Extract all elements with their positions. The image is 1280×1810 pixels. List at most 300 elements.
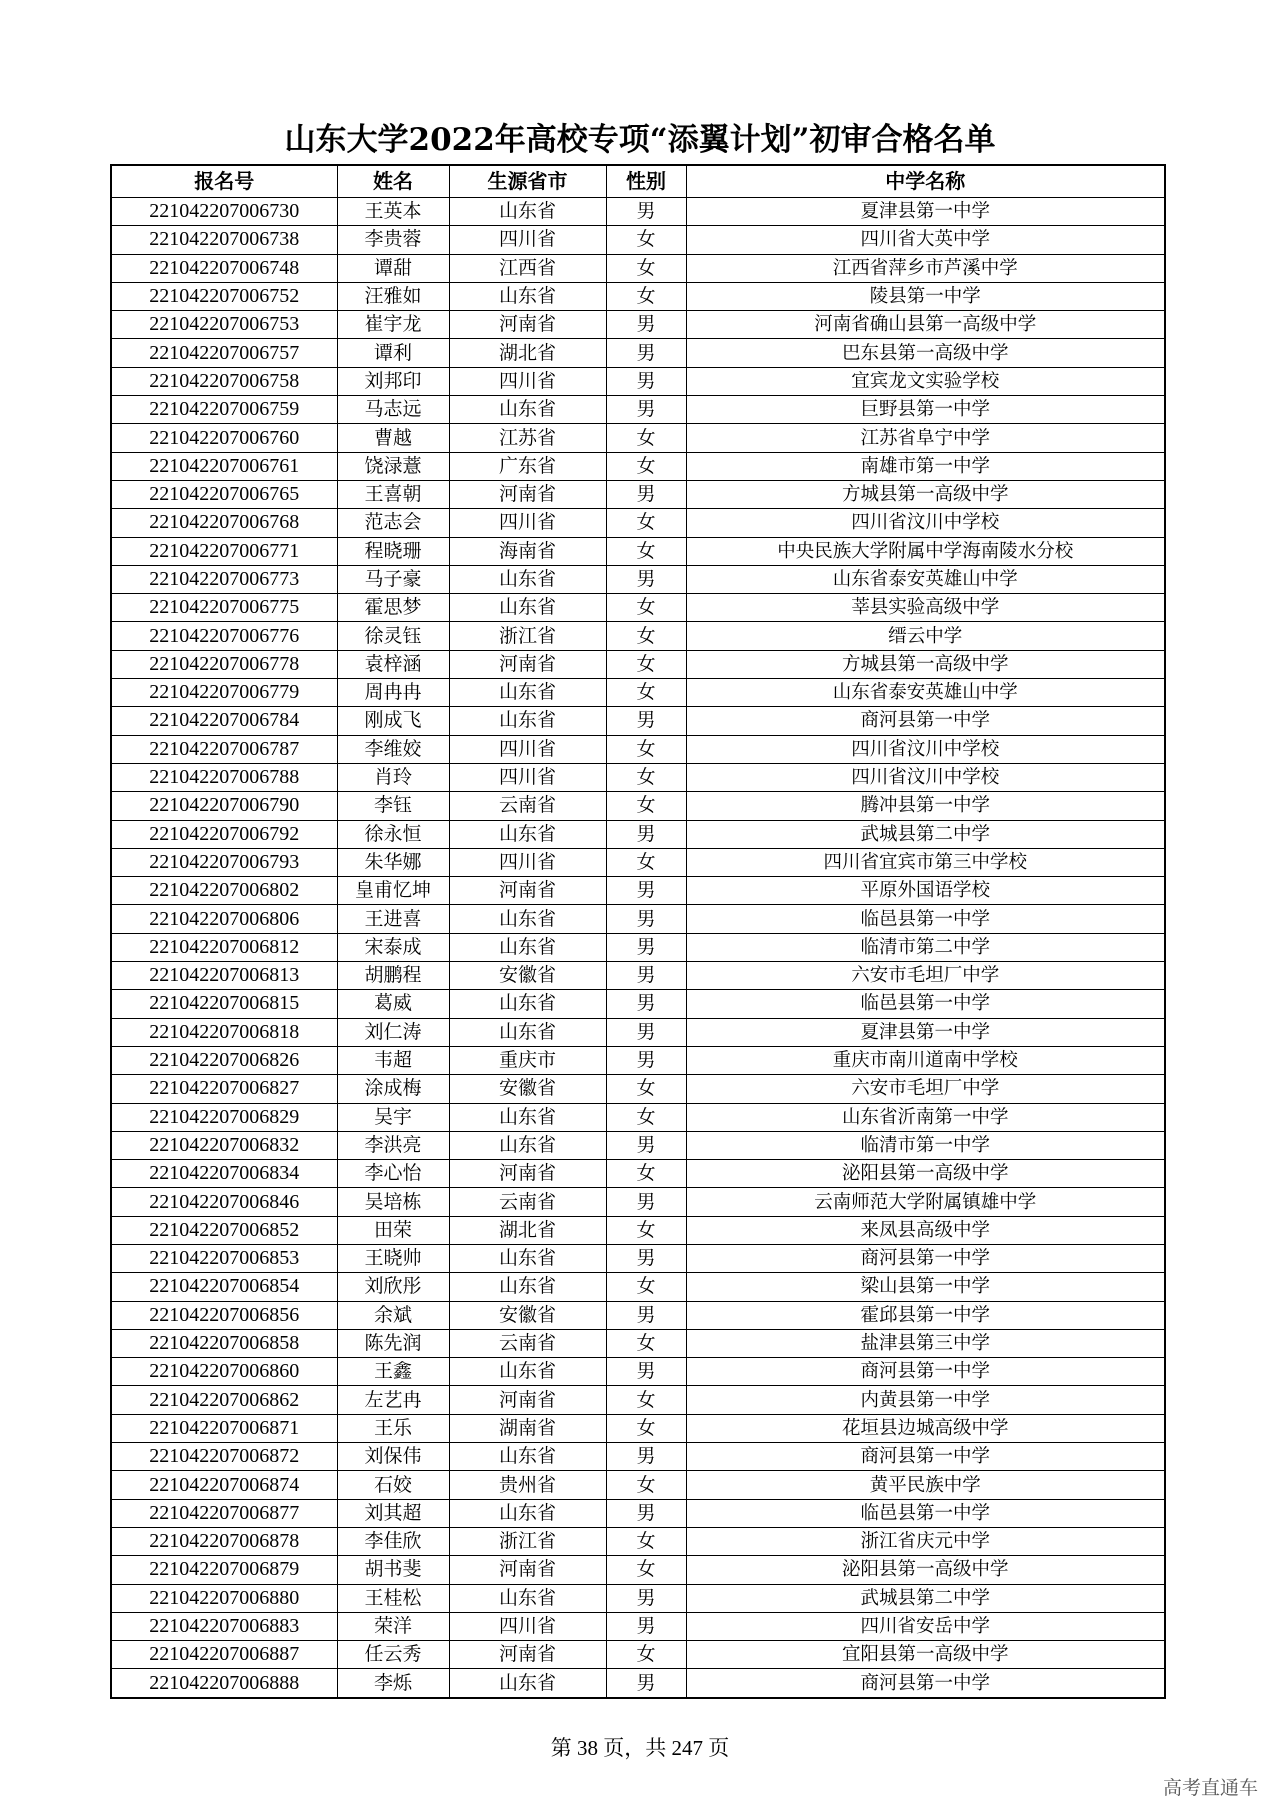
school-cell: 四川省汶川中学校 bbox=[686, 763, 1165, 791]
gender-cell: 男 bbox=[606, 1669, 686, 1698]
name-cell: 谭甜 bbox=[337, 254, 449, 282]
registration-number-cell: 221042207006887 bbox=[111, 1641, 337, 1669]
table-row bbox=[111, 367, 1165, 395]
province-cell: 山东省 bbox=[449, 1273, 606, 1301]
school-cell: 山东省泰安英雄山中学 bbox=[686, 565, 1165, 593]
name-cell: 徐灵钰 bbox=[337, 622, 449, 650]
gender-cell: 男 bbox=[606, 1188, 686, 1216]
table-row bbox=[111, 905, 1165, 933]
header-row bbox=[111, 165, 1165, 198]
registration-number-cell: 221042207006792 bbox=[111, 820, 337, 848]
name-cell: 王晓帅 bbox=[337, 1244, 449, 1272]
school-cell: 云南师范大学附属镇雄中学 bbox=[686, 1188, 1165, 1216]
header-school: 中学名称 bbox=[686, 165, 1165, 198]
school-cell: 平原外国语学校 bbox=[686, 877, 1165, 905]
registration-number-cell: 221042207006806 bbox=[111, 905, 337, 933]
table-row bbox=[111, 1584, 1165, 1612]
table-row bbox=[111, 424, 1165, 452]
province-cell: 河南省 bbox=[449, 1160, 606, 1188]
table-row bbox=[111, 452, 1165, 480]
school-cell: 临邑县第一中学 bbox=[686, 1499, 1165, 1527]
table-row bbox=[111, 1103, 1165, 1131]
gender-cell: 女 bbox=[606, 1414, 686, 1442]
table-row bbox=[111, 1216, 1165, 1244]
registration-number-cell: 221042207006827 bbox=[111, 1075, 337, 1103]
table-row bbox=[111, 1556, 1165, 1584]
gender-cell: 女 bbox=[606, 424, 686, 452]
registration-number-cell: 221042207006793 bbox=[111, 848, 337, 876]
registration-number-cell: 221042207006790 bbox=[111, 792, 337, 820]
province-cell: 湖南省 bbox=[449, 1414, 606, 1442]
table-row bbox=[111, 1329, 1165, 1357]
registration-number-cell: 221042207006877 bbox=[111, 1499, 337, 1527]
table-row bbox=[111, 282, 1165, 310]
table-row bbox=[111, 1244, 1165, 1272]
registration-number-cell: 221042207006752 bbox=[111, 282, 337, 310]
province-cell: 四川省 bbox=[449, 848, 606, 876]
registration-number-cell: 221042207006815 bbox=[111, 990, 337, 1018]
school-cell: 南雄市第一中学 bbox=[686, 452, 1165, 480]
school-cell: 来凤县高级中学 bbox=[686, 1216, 1165, 1244]
school-cell: 临邑县第一中学 bbox=[686, 905, 1165, 933]
province-cell: 四川省 bbox=[449, 763, 606, 791]
school-cell: 商河县第一中学 bbox=[686, 1358, 1165, 1386]
school-cell: 商河县第一中学 bbox=[686, 1443, 1165, 1471]
table-row bbox=[111, 1499, 1165, 1527]
registration-number-cell: 221042207006880 bbox=[111, 1584, 337, 1612]
table-row bbox=[111, 792, 1165, 820]
table-row bbox=[111, 1358, 1165, 1386]
gender-cell: 女 bbox=[606, 537, 686, 565]
registration-number-cell: 221042207006888 bbox=[111, 1669, 337, 1698]
header-gender: 性别 bbox=[606, 165, 686, 198]
registration-number-cell: 221042207006784 bbox=[111, 707, 337, 735]
school-cell: 方城县第一高级中学 bbox=[686, 650, 1165, 678]
province-cell: 江西省 bbox=[449, 254, 606, 282]
province-cell: 安徽省 bbox=[449, 1075, 606, 1103]
school-cell: 梁山县第一中学 bbox=[686, 1273, 1165, 1301]
name-cell: 袁梓涵 bbox=[337, 650, 449, 678]
name-cell: 左艺冉 bbox=[337, 1386, 449, 1414]
province-cell: 湖北省 bbox=[449, 339, 606, 367]
name-cell: 肖玲 bbox=[337, 763, 449, 791]
province-cell: 山东省 bbox=[449, 1499, 606, 1527]
name-cell: 李洪亮 bbox=[337, 1131, 449, 1159]
registration-number-cell: 221042207006758 bbox=[111, 367, 337, 395]
gender-cell: 女 bbox=[606, 282, 686, 310]
school-cell: 内黄县第一中学 bbox=[686, 1386, 1165, 1414]
table-body bbox=[111, 198, 1165, 1698]
name-cell: 李钰 bbox=[337, 792, 449, 820]
name-cell: 周冉冉 bbox=[337, 679, 449, 707]
school-cell: 霍邱县第一中学 bbox=[686, 1301, 1165, 1329]
registration-number-cell: 221042207006738 bbox=[111, 226, 337, 254]
table-row bbox=[111, 1471, 1165, 1499]
gender-cell: 女 bbox=[606, 650, 686, 678]
province-cell: 海南省 bbox=[449, 537, 606, 565]
registration-number-cell: 221042207006757 bbox=[111, 339, 337, 367]
registration-number-cell: 221042207006878 bbox=[111, 1527, 337, 1555]
registration-number-cell: 221042207006748 bbox=[111, 254, 337, 282]
table-row bbox=[111, 198, 1165, 226]
gender-cell: 女 bbox=[606, 848, 686, 876]
gender-cell: 女 bbox=[606, 1273, 686, 1301]
province-cell: 四川省 bbox=[449, 367, 606, 395]
table-row bbox=[111, 1131, 1165, 1159]
school-cell: 山东省泰安英雄山中学 bbox=[686, 679, 1165, 707]
roster-table bbox=[110, 164, 1166, 1699]
gender-cell: 男 bbox=[606, 1018, 686, 1046]
registration-number-cell: 221042207006883 bbox=[111, 1612, 337, 1640]
province-cell: 山东省 bbox=[449, 707, 606, 735]
school-cell: 浙江省庆元中学 bbox=[686, 1527, 1165, 1555]
table-row bbox=[111, 735, 1165, 763]
gender-cell: 男 bbox=[606, 1443, 686, 1471]
gender-cell: 男 bbox=[606, 820, 686, 848]
name-cell: 田荣 bbox=[337, 1216, 449, 1244]
gender-cell: 男 bbox=[606, 198, 686, 226]
school-cell: 四川省宜宾市第三中学校 bbox=[686, 848, 1165, 876]
registration-number-cell: 221042207006812 bbox=[111, 933, 337, 961]
school-cell: 方城县第一高级中学 bbox=[686, 480, 1165, 508]
school-cell: 六安市毛坦厂中学 bbox=[686, 1075, 1165, 1103]
registration-number-cell: 221042207006862 bbox=[111, 1386, 337, 1414]
table-row bbox=[111, 1669, 1165, 1698]
gender-cell: 女 bbox=[606, 1386, 686, 1414]
gender-cell: 男 bbox=[606, 1301, 686, 1329]
name-cell: 任云秀 bbox=[337, 1641, 449, 1669]
name-cell: 刘其超 bbox=[337, 1499, 449, 1527]
gender-cell: 女 bbox=[606, 1329, 686, 1357]
name-cell: 李维姣 bbox=[337, 735, 449, 763]
table-row bbox=[111, 1018, 1165, 1046]
table-row bbox=[111, 1386, 1165, 1414]
registration-number-cell: 221042207006832 bbox=[111, 1131, 337, 1159]
gender-cell: 女 bbox=[606, 1527, 686, 1555]
name-cell: 刘欣彤 bbox=[337, 1273, 449, 1301]
province-cell: 山东省 bbox=[449, 565, 606, 593]
school-cell: 宜阳县第一高级中学 bbox=[686, 1641, 1165, 1669]
registration-number-cell: 221042207006854 bbox=[111, 1273, 337, 1301]
gender-cell: 女 bbox=[606, 679, 686, 707]
gender-cell: 女 bbox=[606, 622, 686, 650]
school-cell: 巨野县第一中学 bbox=[686, 396, 1165, 424]
gender-cell: 男 bbox=[606, 311, 686, 339]
province-cell: 河南省 bbox=[449, 480, 606, 508]
name-cell: 陈先润 bbox=[337, 1329, 449, 1357]
table-row bbox=[111, 1527, 1165, 1555]
document-title: 山东大学2022年高校专项“添翼计划”初审合格名单 bbox=[284, 122, 996, 158]
gender-cell: 男 bbox=[606, 480, 686, 508]
province-cell: 山东省 bbox=[449, 198, 606, 226]
registration-number-cell: 221042207006779 bbox=[111, 679, 337, 707]
registration-number-cell: 221042207006818 bbox=[111, 1018, 337, 1046]
province-cell: 河南省 bbox=[449, 1556, 606, 1584]
gender-cell: 男 bbox=[606, 1046, 686, 1074]
province-cell: 河南省 bbox=[449, 311, 606, 339]
school-cell: 巴东县第一高级中学 bbox=[686, 339, 1165, 367]
gender-cell: 男 bbox=[606, 396, 686, 424]
school-cell: 盐津县第三中学 bbox=[686, 1329, 1165, 1357]
registration-number-cell: 221042207006753 bbox=[111, 311, 337, 339]
gender-cell: 女 bbox=[606, 1160, 686, 1188]
province-cell: 安徽省 bbox=[449, 962, 606, 990]
name-cell: 胡鹏程 bbox=[337, 962, 449, 990]
name-cell: 王喜朝 bbox=[337, 480, 449, 508]
province-cell: 山东省 bbox=[449, 990, 606, 1018]
school-cell: 腾冲县第一中学 bbox=[686, 792, 1165, 820]
registration-number-cell: 221042207006775 bbox=[111, 594, 337, 622]
name-cell: 刘仁涛 bbox=[337, 1018, 449, 1046]
province-cell: 山东省 bbox=[449, 933, 606, 961]
school-cell: 山东省沂南第一中学 bbox=[686, 1103, 1165, 1131]
table-row bbox=[111, 1188, 1165, 1216]
name-cell: 刘保伟 bbox=[337, 1443, 449, 1471]
gender-cell: 男 bbox=[606, 1584, 686, 1612]
school-cell: 四川省汶川中学校 bbox=[686, 735, 1165, 763]
name-cell: 石姣 bbox=[337, 1471, 449, 1499]
registration-number-cell: 221042207006768 bbox=[111, 509, 337, 537]
table-row bbox=[111, 1046, 1165, 1074]
school-cell: 四川省汶川中学校 bbox=[686, 509, 1165, 537]
province-cell: 山东省 bbox=[449, 1018, 606, 1046]
name-cell: 荣洋 bbox=[337, 1612, 449, 1640]
province-cell: 山东省 bbox=[449, 1584, 606, 1612]
table-row bbox=[111, 339, 1165, 367]
school-cell: 武城县第二中学 bbox=[686, 1584, 1165, 1612]
school-cell: 中央民族大学附属中学海南陵水分校 bbox=[686, 537, 1165, 565]
school-cell: 陵县第一中学 bbox=[686, 282, 1165, 310]
registration-number-cell: 221042207006759 bbox=[111, 396, 337, 424]
header-registration-number: 报名号 bbox=[111, 165, 337, 198]
registration-number-cell: 221042207006846 bbox=[111, 1188, 337, 1216]
gender-cell: 男 bbox=[606, 707, 686, 735]
gender-cell: 女 bbox=[606, 1641, 686, 1669]
table-row bbox=[111, 1641, 1165, 1669]
school-cell: 商河县第一中学 bbox=[686, 707, 1165, 735]
name-cell: 朱华娜 bbox=[337, 848, 449, 876]
name-cell: 谭利 bbox=[337, 339, 449, 367]
province-cell: 山东省 bbox=[449, 1131, 606, 1159]
table-row bbox=[111, 594, 1165, 622]
gender-cell: 男 bbox=[606, 1612, 686, 1640]
gender-cell: 女 bbox=[606, 1075, 686, 1103]
gender-cell: 女 bbox=[606, 226, 686, 254]
table-row bbox=[111, 565, 1165, 593]
school-cell: 缙云中学 bbox=[686, 622, 1165, 650]
table-row bbox=[111, 311, 1165, 339]
school-cell: 临清市第二中学 bbox=[686, 933, 1165, 961]
name-cell: 李贵蓉 bbox=[337, 226, 449, 254]
province-cell: 四川省 bbox=[449, 509, 606, 537]
province-cell: 安徽省 bbox=[449, 1301, 606, 1329]
gender-cell: 女 bbox=[606, 254, 686, 282]
school-cell: 江西省萍乡市芦溪中学 bbox=[686, 254, 1165, 282]
registration-number-cell: 221042207006871 bbox=[111, 1414, 337, 1442]
gender-cell: 男 bbox=[606, 339, 686, 367]
gender-cell: 女 bbox=[606, 735, 686, 763]
registration-number-cell: 221042207006874 bbox=[111, 1471, 337, 1499]
province-cell: 云南省 bbox=[449, 792, 606, 820]
table-row bbox=[111, 1612, 1165, 1640]
gender-cell: 女 bbox=[606, 594, 686, 622]
province-cell: 浙江省 bbox=[449, 622, 606, 650]
table-row bbox=[111, 254, 1165, 282]
name-cell: 涂成梅 bbox=[337, 1075, 449, 1103]
table-row bbox=[111, 679, 1165, 707]
name-cell: 李心怡 bbox=[337, 1160, 449, 1188]
school-cell: 莘县实验高级中学 bbox=[686, 594, 1165, 622]
school-cell: 四川省安岳中学 bbox=[686, 1612, 1165, 1640]
name-cell: 余斌 bbox=[337, 1301, 449, 1329]
name-cell: 马志远 bbox=[337, 396, 449, 424]
registration-number-cell: 221042207006829 bbox=[111, 1103, 337, 1131]
school-cell: 夏津县第一中学 bbox=[686, 198, 1165, 226]
province-cell: 山东省 bbox=[449, 396, 606, 424]
table-row bbox=[111, 537, 1165, 565]
province-cell: 山东省 bbox=[449, 1443, 606, 1471]
school-cell: 江苏省阜宁中学 bbox=[686, 424, 1165, 452]
school-cell: 武城县第二中学 bbox=[686, 820, 1165, 848]
province-cell: 山东省 bbox=[449, 905, 606, 933]
gender-cell: 男 bbox=[606, 1244, 686, 1272]
gender-cell: 女 bbox=[606, 452, 686, 480]
table-row bbox=[111, 962, 1165, 990]
table-row bbox=[111, 650, 1165, 678]
registration-number-cell: 221042207006788 bbox=[111, 763, 337, 791]
name-cell: 韦超 bbox=[337, 1046, 449, 1074]
page-number: 第 38 页，共 247 页 bbox=[550, 1736, 730, 1760]
gender-cell: 男 bbox=[606, 367, 686, 395]
name-cell: 吴宇 bbox=[337, 1103, 449, 1131]
registration-number-cell: 221042207006730 bbox=[111, 198, 337, 226]
province-cell: 云南省 bbox=[449, 1329, 606, 1357]
gender-cell: 男 bbox=[606, 990, 686, 1018]
name-cell: 吴培栋 bbox=[337, 1188, 449, 1216]
registration-number-cell: 221042207006834 bbox=[111, 1160, 337, 1188]
name-cell: 饶渌薏 bbox=[337, 452, 449, 480]
name-cell: 皇甫忆坤 bbox=[337, 877, 449, 905]
table-row bbox=[111, 707, 1165, 735]
school-cell: 重庆市南川道南中学校 bbox=[686, 1046, 1165, 1074]
school-cell: 商河县第一中学 bbox=[686, 1669, 1165, 1698]
province-cell: 河南省 bbox=[449, 877, 606, 905]
gender-cell: 男 bbox=[606, 962, 686, 990]
province-cell: 山东省 bbox=[449, 1103, 606, 1131]
table-row bbox=[111, 1443, 1165, 1471]
province-cell: 广东省 bbox=[449, 452, 606, 480]
province-cell: 山东省 bbox=[449, 1244, 606, 1272]
school-cell: 夏津县第一中学 bbox=[686, 1018, 1165, 1046]
table-row bbox=[111, 820, 1165, 848]
header-province: 生源省市 bbox=[449, 165, 606, 198]
table-row bbox=[111, 226, 1165, 254]
gender-cell: 女 bbox=[606, 763, 686, 791]
registration-number-cell: 221042207006787 bbox=[111, 735, 337, 763]
gender-cell: 男 bbox=[606, 565, 686, 593]
watermark: 高考直通车 bbox=[1162, 1777, 1258, 1799]
school-cell: 花垣县边城高级中学 bbox=[686, 1414, 1165, 1442]
province-cell: 贵州省 bbox=[449, 1471, 606, 1499]
name-cell: 马子豪 bbox=[337, 565, 449, 593]
table-row bbox=[111, 848, 1165, 876]
province-cell: 山东省 bbox=[449, 679, 606, 707]
table-row bbox=[111, 763, 1165, 791]
province-cell: 重庆市 bbox=[449, 1046, 606, 1074]
gender-cell: 男 bbox=[606, 1499, 686, 1527]
registration-number-cell: 221042207006776 bbox=[111, 622, 337, 650]
school-cell: 商河县第一中学 bbox=[686, 1244, 1165, 1272]
table-row bbox=[111, 877, 1165, 905]
school-cell: 泌阳县第一高级中学 bbox=[686, 1556, 1165, 1584]
table-header bbox=[111, 165, 1165, 198]
gender-cell: 女 bbox=[606, 1103, 686, 1131]
province-cell: 山东省 bbox=[449, 282, 606, 310]
name-cell: 汪雅如 bbox=[337, 282, 449, 310]
gender-cell: 女 bbox=[606, 1216, 686, 1244]
table-row bbox=[111, 990, 1165, 1018]
province-cell: 山东省 bbox=[449, 1669, 606, 1698]
table-row bbox=[111, 396, 1165, 424]
province-cell: 河南省 bbox=[449, 650, 606, 678]
province-cell: 四川省 bbox=[449, 735, 606, 763]
name-cell: 王鑫 bbox=[337, 1358, 449, 1386]
table-row bbox=[111, 1414, 1165, 1442]
name-cell: 王英本 bbox=[337, 198, 449, 226]
name-cell: 李佳欣 bbox=[337, 1527, 449, 1555]
table-row bbox=[111, 933, 1165, 961]
registration-number-cell: 221042207006856 bbox=[111, 1301, 337, 1329]
registration-number-cell: 221042207006771 bbox=[111, 537, 337, 565]
table-row bbox=[111, 480, 1165, 508]
province-cell: 山东省 bbox=[449, 594, 606, 622]
registration-number-cell: 221042207006773 bbox=[111, 565, 337, 593]
school-cell: 四川省大英中学 bbox=[686, 226, 1165, 254]
table-row bbox=[111, 1160, 1165, 1188]
name-cell: 程晓珊 bbox=[337, 537, 449, 565]
name-cell: 宋泰成 bbox=[337, 933, 449, 961]
name-cell: 范志会 bbox=[337, 509, 449, 537]
gender-cell: 女 bbox=[606, 792, 686, 820]
table-row bbox=[111, 622, 1165, 650]
name-cell: 刘邦印 bbox=[337, 367, 449, 395]
school-cell: 六安市毛坦厂中学 bbox=[686, 962, 1165, 990]
name-cell: 曹越 bbox=[337, 424, 449, 452]
province-cell: 湖北省 bbox=[449, 1216, 606, 1244]
gender-cell: 女 bbox=[606, 1471, 686, 1499]
registration-number-cell: 221042207006826 bbox=[111, 1046, 337, 1074]
registration-number-cell: 221042207006778 bbox=[111, 650, 337, 678]
gender-cell: 男 bbox=[606, 1358, 686, 1386]
province-cell: 山东省 bbox=[449, 820, 606, 848]
gender-cell: 男 bbox=[606, 877, 686, 905]
registration-number-cell: 221042207006872 bbox=[111, 1443, 337, 1471]
name-cell: 刚成飞 bbox=[337, 707, 449, 735]
school-cell: 宜宾龙文实验学校 bbox=[686, 367, 1165, 395]
name-cell: 霍思梦 bbox=[337, 594, 449, 622]
header-name: 姓名 bbox=[337, 165, 449, 198]
name-cell: 王进喜 bbox=[337, 905, 449, 933]
registration-number-cell: 221042207006813 bbox=[111, 962, 337, 990]
table-row bbox=[111, 1075, 1165, 1103]
province-cell: 河南省 bbox=[449, 1641, 606, 1669]
registration-number-cell: 221042207006761 bbox=[111, 452, 337, 480]
name-cell: 王乐 bbox=[337, 1414, 449, 1442]
registration-number-cell: 221042207006802 bbox=[111, 877, 337, 905]
province-cell: 江苏省 bbox=[449, 424, 606, 452]
school-cell: 临清市第一中学 bbox=[686, 1131, 1165, 1159]
registration-number-cell: 221042207006858 bbox=[111, 1329, 337, 1357]
